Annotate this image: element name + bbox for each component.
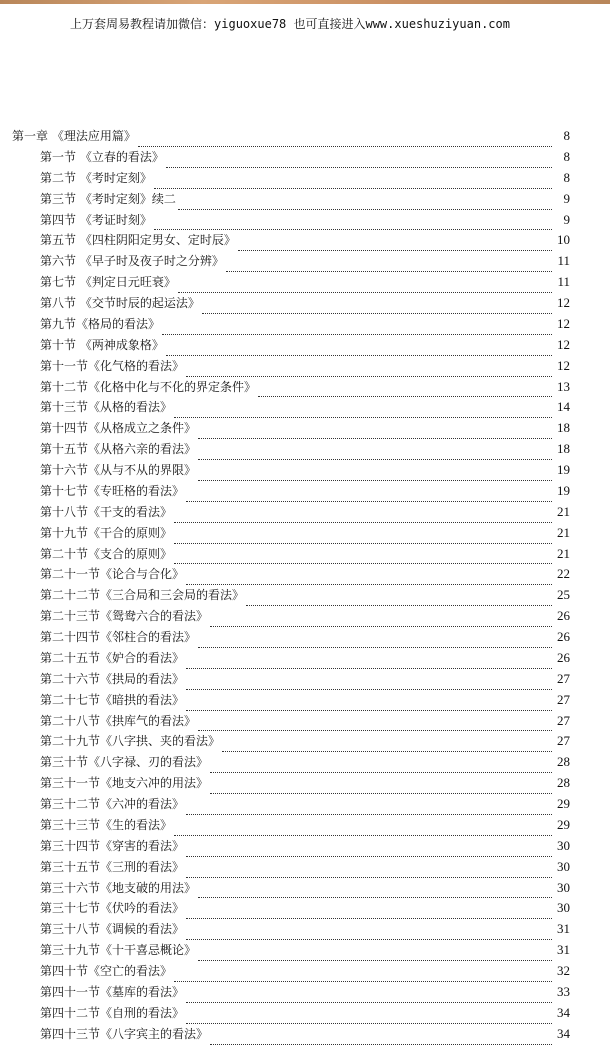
toc-dot-leader xyxy=(186,1022,552,1024)
toc-section-entry[interactable] xyxy=(12,901,570,922)
toc-section-entry[interactable] xyxy=(12,881,570,902)
toc-entry-page-number: 27 xyxy=(557,670,570,686)
toc-entry-title: 第二十八节《拱库气的看法》 xyxy=(40,713,197,728)
toc-entry-page-number: 11 xyxy=(557,253,570,269)
toc-dot-leader xyxy=(186,917,552,919)
toc-entry-title: 第三十四节《穿害的看法》 xyxy=(40,838,185,853)
toc-entry-page-number: 26 xyxy=(557,608,570,624)
toc-entry-title: 第一节 《立春的看法》 xyxy=(40,149,164,164)
toc-dot-leader xyxy=(238,249,552,251)
toc-entry-title: 第十一节《化气格的看法》 xyxy=(40,358,185,373)
toc-entry-title: 第三十六节《地支破的用法》 xyxy=(40,880,197,895)
toc-entry-page-number: 11 xyxy=(557,274,570,290)
toc-dot-leader xyxy=(186,938,552,940)
toc-section-entry[interactable] xyxy=(12,275,570,296)
toc-entry-title: 第三十九节《十干喜忌概论》 xyxy=(40,943,197,958)
toc-entry-page-number: 26 xyxy=(557,629,570,644)
toc-entry-title: 第二十二节《三合局和三会局的看法》 xyxy=(40,588,245,603)
toc-dot-leader xyxy=(186,876,552,878)
toc-entry-title: 第二十七节《暗拱的看法》 xyxy=(40,692,185,707)
toc-section-entry[interactable] xyxy=(12,922,570,943)
toc-section-entry[interactable] xyxy=(12,547,570,568)
toc-entry-title: 第三十五节《三刑的看法》 xyxy=(40,859,185,874)
toc-chapter-entry[interactable] xyxy=(12,129,570,150)
toc-entry-title: 第六节 《早子时及夜子时之分辨》 xyxy=(40,254,224,269)
toc-section-entry[interactable] xyxy=(12,150,570,171)
toc-dot-leader xyxy=(178,208,552,210)
toc-section-entry[interactable] xyxy=(12,818,570,839)
toc-dot-leader xyxy=(222,750,552,752)
toc-entry-page-number: 31 xyxy=(557,942,570,958)
toc-entry-title: 第四十二节《自刑的看法》 xyxy=(40,1005,185,1020)
toc-section-entry[interactable] xyxy=(12,171,570,192)
toc-entry-title: 第八节 《交节时辰的起运法》 xyxy=(40,296,200,310)
toc-section-entry[interactable] xyxy=(12,609,570,630)
toc-dot-leader xyxy=(198,959,552,961)
toc-entry-title: 第三十三节《生的看法》 xyxy=(40,817,173,832)
toc-dot-leader xyxy=(198,458,552,460)
toc-section-entry[interactable] xyxy=(12,734,570,755)
toc-entry-page-number: 19 xyxy=(557,482,570,498)
toc-entry-page-number: 30 xyxy=(557,879,570,895)
toc-section-entry[interactable] xyxy=(12,839,570,860)
toc-dot-leader xyxy=(210,792,552,794)
toc-entry-title: 第五节 《四柱阴阳定男女、定时辰》 xyxy=(40,233,236,248)
toc-entry-title: 第三十七节《伏吟的看法》 xyxy=(40,901,185,916)
toc-entry-page-number: 10 xyxy=(557,232,570,248)
toc-entry-title: 第四十一节《墓库的看法》 xyxy=(40,984,185,999)
toc-section-entry[interactable] xyxy=(12,421,570,442)
toc-section-entry[interactable] xyxy=(12,567,570,588)
toc-dot-leader xyxy=(174,834,552,836)
toc-section-entry[interactable] xyxy=(12,442,570,463)
toc-entry-page-number: 9 xyxy=(563,190,570,206)
toc-entry-title: 第三十二节《六冲的看法》 xyxy=(40,797,185,811)
header-note: 上万套周易教程请加微信：yiguoxue78 也可直接进入www.xueshuziyuan.com xyxy=(70,17,510,31)
toc-dot-leader xyxy=(174,416,552,418)
toc-section-entry[interactable] xyxy=(12,1027,570,1048)
toc-dot-leader xyxy=(198,646,552,648)
toc-section-entry[interactable] xyxy=(12,380,570,401)
toc-entry-page-number: 12 xyxy=(557,357,570,373)
toc-dot-leader xyxy=(186,688,552,690)
toc-dot-leader xyxy=(174,562,552,564)
toc-dot-leader xyxy=(186,375,552,377)
toc-section-entry[interactable] xyxy=(12,213,570,234)
toc-entry-page-number: 29 xyxy=(557,816,570,832)
toc-entry-title: 第十八节《干支的看法》 xyxy=(40,504,173,519)
toc-dot-leader xyxy=(138,145,552,147)
toc-entry-page-number: 12 xyxy=(557,295,570,310)
toc-entry-title: 第十七节《专旺格的看法》 xyxy=(40,483,185,498)
toc-section-entry[interactable] xyxy=(12,860,570,881)
toc-entry-title: 第三十节《八字禄、刃的看法》 xyxy=(40,755,209,770)
toc-entry-title: 第十三节《从格的看法》 xyxy=(40,400,173,415)
toc-entry-page-number: 27 xyxy=(557,691,570,707)
toc-entry-title: 第二十节《支合的原则》 xyxy=(40,546,173,561)
toc-entry-page-number: 12 xyxy=(557,336,570,352)
toc-dot-leader xyxy=(258,395,552,397)
toc-dot-leader xyxy=(186,709,552,711)
toc-entry-page-number: 21 xyxy=(557,524,570,540)
toc-section-entry[interactable] xyxy=(12,693,570,714)
toc-dot-leader xyxy=(174,521,552,523)
toc-dot-leader xyxy=(186,500,552,502)
toc-entry-page-number: 30 xyxy=(557,858,570,874)
toc-entry-title: 第九节《格局的看法》 xyxy=(40,316,161,331)
toc-dot-leader xyxy=(154,187,552,189)
toc-section-entry[interactable] xyxy=(12,1006,570,1027)
toc-entry-title: 第十二节《化格中化与不化的界定条件》 xyxy=(40,379,257,394)
toc-entry-page-number: 28 xyxy=(557,754,570,770)
toc-entry-title: 第三十一节《地支六冲的用法》 xyxy=(40,776,209,791)
toc-entry-page-number: 18 xyxy=(557,420,570,436)
toc-section-entry[interactable] xyxy=(12,463,570,484)
toc-section-entry[interactable] xyxy=(12,526,570,547)
toc-entry-page-number: 22 xyxy=(557,566,570,582)
toc-section-entry[interactable] xyxy=(12,755,570,776)
toc-section-entry[interactable] xyxy=(12,254,570,275)
toc-section-entry[interactable] xyxy=(12,672,570,693)
toc-dot-leader xyxy=(166,354,552,356)
toc-section-entry[interactable] xyxy=(12,714,570,735)
toc-entry-title: 第一章 《理法应用篇》 xyxy=(12,129,136,143)
toc-entry-title: 第十五节《从格六亲的看法》 xyxy=(40,442,197,457)
toc-entry-title: 第十六节《从与不从的界限》 xyxy=(40,463,197,477)
toc-entry-page-number: 14 xyxy=(557,399,570,415)
toc-section-entry[interactable] xyxy=(12,233,570,254)
toc-entry-page-number: 26 xyxy=(557,649,570,665)
toc-entry-page-number: 21 xyxy=(557,545,570,561)
toc-entry-title: 第十四节《从格成立之条件》 xyxy=(40,421,197,436)
toc-dot-leader xyxy=(186,855,552,857)
toc-entry-page-number: 31 xyxy=(557,921,570,937)
toc-entry-page-number: 8 xyxy=(563,169,570,185)
toc-dot-leader xyxy=(226,270,552,272)
toc-section-entry[interactable] xyxy=(12,964,570,985)
toc-entry-page-number: 18 xyxy=(557,441,570,457)
toc-entry-title: 第二十九节《八字拱、夹的看法》 xyxy=(40,734,221,749)
toc-entry-title: 第二十五节《妒合的看法》 xyxy=(40,650,185,665)
toc-entry-title: 第三十八节《调候的看法》 xyxy=(40,922,185,937)
toc-dot-leader xyxy=(186,667,552,669)
toc-entry-page-number: 30 xyxy=(557,837,570,853)
toc-dot-leader xyxy=(246,604,552,606)
toc-entry-page-number: 34 xyxy=(557,1004,570,1020)
toc-dot-leader xyxy=(210,771,552,773)
toc-dot-leader xyxy=(174,980,552,982)
toc-section-entry[interactable] xyxy=(12,317,570,338)
toc-section-entry[interactable] xyxy=(12,630,570,651)
toc-entry-title: 第四十节《空亡的看法》 xyxy=(40,964,173,978)
toc-section-entry[interactable] xyxy=(12,296,570,317)
toc-section-entry[interactable] xyxy=(12,985,570,1006)
toc-entry-page-number: 30 xyxy=(557,900,570,916)
toc-dot-leader xyxy=(202,312,552,314)
toc-entry-title: 第二十四节《邻柱合的看法》 xyxy=(40,630,197,644)
toc-dot-leader xyxy=(198,437,552,439)
toc-entry-title: 第四节 《考证时刻》 xyxy=(40,212,152,227)
toc-entry-page-number: 27 xyxy=(557,733,570,749)
toc-entry-page-number: 34 xyxy=(557,1025,570,1041)
toc-section-entry[interactable] xyxy=(12,943,570,964)
toc-section-entry[interactable] xyxy=(12,338,570,359)
toc-section-entry[interactable] xyxy=(12,400,570,421)
toc-dot-leader xyxy=(162,333,552,335)
toc-dot-leader xyxy=(186,1001,552,1003)
toc-section-entry[interactable] xyxy=(12,505,570,526)
toc-entry-title: 第三节 《考时定刻》续二 xyxy=(40,191,176,206)
top-decorative-bar xyxy=(0,0,610,4)
toc-entry-page-number: 29 xyxy=(557,796,570,811)
toc-section-entry[interactable] xyxy=(12,588,570,609)
toc-section-entry[interactable] xyxy=(12,797,570,818)
toc-dot-leader xyxy=(210,625,552,627)
toc-entry-page-number: 28 xyxy=(557,775,570,791)
toc-dot-leader xyxy=(198,479,552,481)
toc-entry-title: 第七节 《判定日元旺衰》 xyxy=(40,275,176,290)
toc-dot-leader xyxy=(186,813,552,815)
toc-entry-title: 第二节 《考时定刻》 xyxy=(40,170,152,185)
toc-entry-title: 第四十三节《八字宾主的看法》 xyxy=(40,1026,209,1041)
toc-section-entry[interactable] xyxy=(12,359,570,380)
toc-entry-title: 第十节 《两神成象格》 xyxy=(40,337,164,352)
toc-entry-title: 第十九节《干合的原则》 xyxy=(40,525,173,540)
toc-entry-page-number: 13 xyxy=(557,378,570,394)
toc-entry-page-number: 8 xyxy=(563,148,570,164)
toc-section-entry[interactable] xyxy=(12,192,570,213)
toc-entry-page-number: 8 xyxy=(563,128,570,143)
toc-section-entry[interactable] xyxy=(12,484,570,505)
toc-entry-page-number: 27 xyxy=(557,712,570,728)
toc-entry-title: 第二十一节《论合与合化》 xyxy=(40,567,185,582)
toc-entry-page-number: 9 xyxy=(563,211,570,227)
toc-entry-page-number: 32 xyxy=(557,963,570,978)
toc-dot-leader xyxy=(178,291,552,293)
toc-entry-page-number: 12 xyxy=(557,315,570,331)
toc-entry-page-number: 19 xyxy=(557,462,570,477)
table-of-contents xyxy=(12,129,570,1048)
toc-dot-leader xyxy=(174,542,552,544)
toc-entry-page-number: 21 xyxy=(557,503,570,519)
toc-entry-page-number: 33 xyxy=(557,983,570,999)
toc-dot-leader xyxy=(198,896,552,898)
toc-entry-title: 第二十六节《拱局的看法》 xyxy=(40,671,185,686)
toc-dot-leader xyxy=(154,228,552,230)
toc-dot-leader xyxy=(186,583,552,585)
toc-entry-title: 第二十三节《鸳鸯六合的看法》 xyxy=(40,609,209,624)
toc-dot-leader xyxy=(198,729,552,731)
toc-section-entry[interactable] xyxy=(12,651,570,672)
toc-dot-leader xyxy=(166,166,552,168)
toc-entry-page-number: 25 xyxy=(557,587,570,603)
toc-section-entry[interactable] xyxy=(12,776,570,797)
